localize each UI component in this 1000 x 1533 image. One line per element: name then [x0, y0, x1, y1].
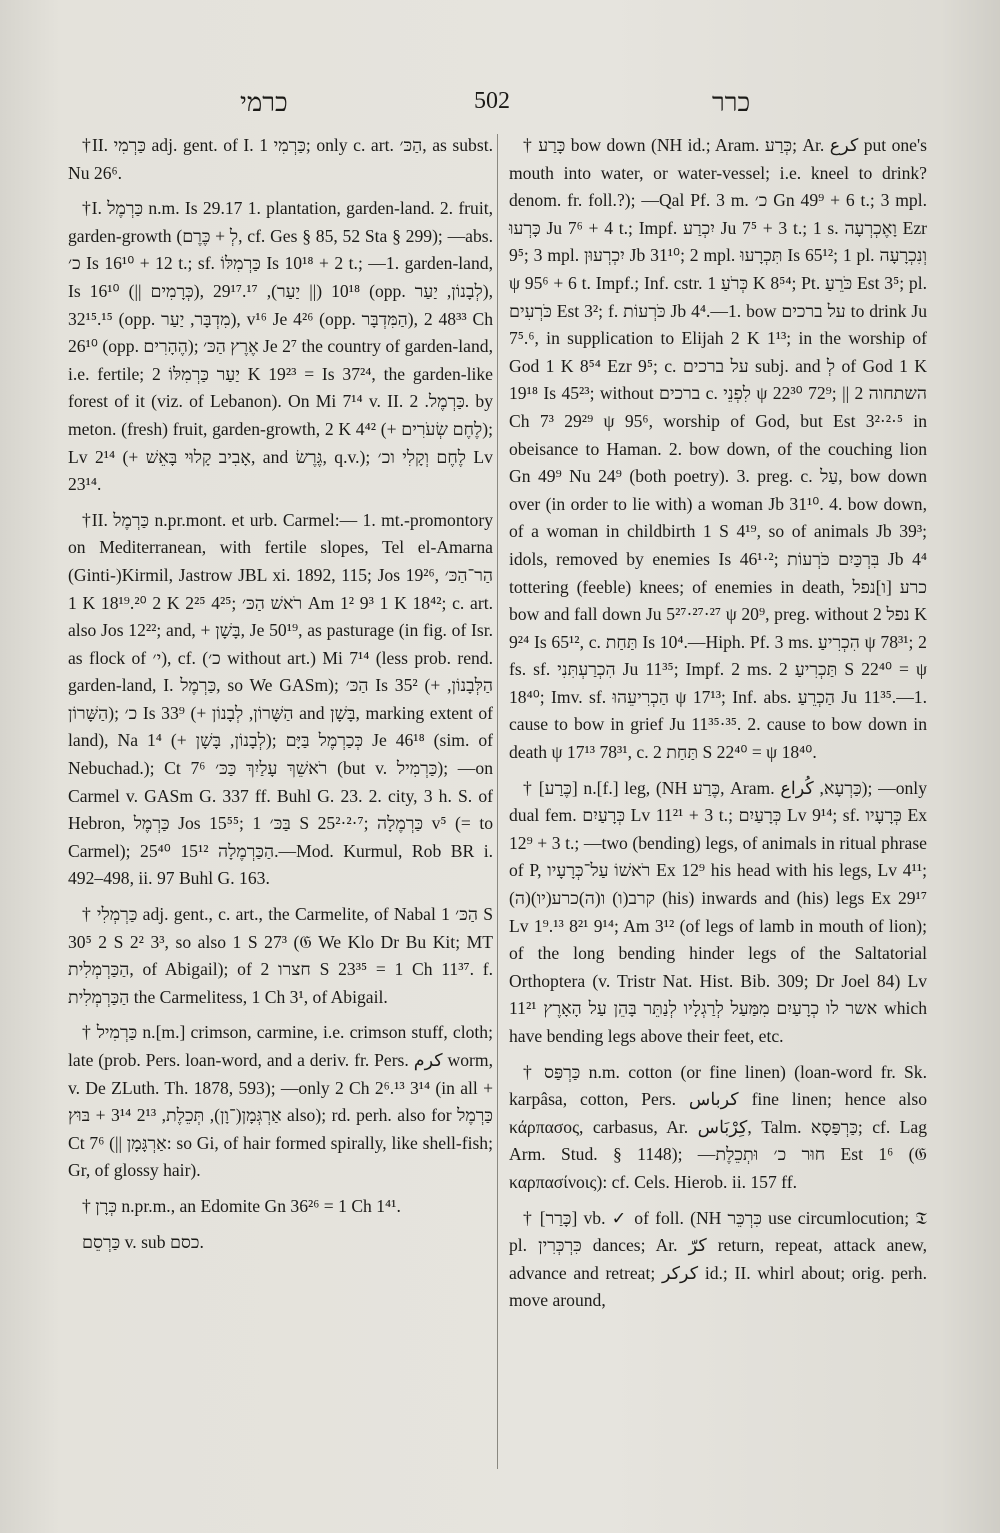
entry-text: †I. כַּרְמֶל n.m. Is 29.17 1. plantation, garden-land. 2. fruit, garden-growth (לְ + כֶּרֶם, cf. Ges § 85, 52 Sta § 299); —abs. כ׳ Is 16¹⁰ + 12 t.; sf. כַּרְמִלּוֹ Is 10¹⁸ + 2 t.; —1. garden-land, Is 16¹⁰ (|| כְּרָמִים), 10¹⁸ (|| יַעַר), 29¹⁷.¹⁷ (opp. לְבָנוֹן, יַעַר), 32¹⁵.¹⁵ (opp. מִדְבָּר, יַעַר), v¹⁶ Je 4²⁶ (opp. הַמִּדְבָּר), 48³³ 2 Ch 26¹⁰ (opp. הֶהָרִים); אֶרֶץ הַכּ׳ Je 2⁷ the country of garden-land, i.e. fertile; יַעַר כַּרְמִלּוֹ 2 K 19²³ = Is 37²⁴, the garden-like forest of it (viz. of Lebanon). On Mi 7¹⁴ v. II. כַּרְמֶל. 2. by meton. (fresh) fruit, garden-growth, 2 K 4⁴² (+ לֶחֶם שְׂעֹרִים); Lv 2¹⁴ (+ אָבִיב קָלוּי בָּאֵשׁ, and גֶּרֶשׂ, q.v.); לֶחֶם וְקָלִי וכ׳ Lv 23¹⁴. [68, 198, 494, 495]
entry-karar [509, 1205, 927, 1315]
entry-text: † כַּרְמְלִי adj. gent., c. art., the Carmelite, of Nabal הַכּ׳ 1 S 30⁵ 2 S 2² 3³, so also 1 S 27³ (𝔊 We Klo Dr Bu Kit; MT הַכַּרְמְלִית, of Abigail); of חצרו 2 S 23³⁵ = 1 Ch 11³⁷. f. הַכַּרְמְלִית the Carmelitess, 1 Ch 3¹, of Abigail. [68, 904, 493, 1007]
entry-karmi-gent [68, 132, 493, 187]
entry-kera-leg [509, 775, 927, 1051]
page-number: 502 [474, 88, 510, 114]
entry-text: † כְּרָן n.pr.m., an Edomite Gn 36²⁶ = 1 Ch 1⁴¹. [82, 1195, 401, 1216]
entry-text: †II. כַּרְמִי adj. gent. of I. כַּרְמִי 1; only c. art. הַכּ׳, as subst. Nu 26⁶. [68, 135, 493, 183]
column-divider [497, 134, 498, 1469]
right-column [509, 132, 927, 1323]
entry-text: † כָּרַע bow down (NH id.; Aram. כְּרַע; Ar. كرع put one's mouth into water, or water-vessel; i.e. kneel to drink? denom. fr. foll.?); —Qal Pf. 3 m. כ׳ Gn 49⁹ + 6 t.; 3 mpl. כָּרְעוּ Ju 7⁶ + 4 t.; Impf. יִכְרַע Ju 7⁵ + 3 t.; 1 s. וָאֶכְרְעָה Ezr 9⁵; 3 mpl. יִכְרְעוּן Jb 31¹⁰; 2 mpl. תִּכְרָעוּ Is 65¹²; 1 pl. וְנִכְרָעָה ψ 95⁶ + 6 t. Impf.; Inf. cstr. כְּרֹעַ 1 K 8⁵⁴; Pt. כֹּרֵעַ Est 3⁵; pl. כֹּרְעִים Est 3²; f. כֹּרְעוֹת Jb 4⁴.—1. bow על ברכים to drink Ju 7⁵.⁶, in supplication to Elijah 2 K 1¹³; in the worship of God 1 K 8⁵⁴ Ezr 9⁵; c. על ברכים subj. and לְ of God 1 K 19¹⁸ Is 45²³; without ברכים c. לִפְנֵי ψ 22³⁰ 72⁹; || השתחוה 2 Ch 7³ 29²⁹ ψ 95⁶, worship of God, but Est 3²·²·⁵ in obeisance to Haman. 2. bow down, of the couching lion Gn 49⁹ Nu 24⁹ (both poetry). 3. preg. c. עַל, bow down over (in order to lie with) a woman Jb 31¹⁰. 4. bow down, of a woman in childbirth 1 S 4¹⁹, so of animals Jb 39³; idols, removed by enemies Is 46¹·²; בִּרְכַּיִם כֹּרְעוֹת Jb 4⁴ tottering (feeble) knees; of enemies in death, כרע [ו]נפל bow and fall down Ju 5²⁷·²⁷·²⁷ ψ 20⁹, preg. without נפל 2 K 9²⁴ Is 65¹², c. תַּחַת Is 10⁴.—Hiph. Pf. 3 ms. הִכְרִיעַ ψ 78³¹; 2 fs. sf. הִכְרַעְתִּנִי Ju 11³⁵; Impf. 2 ms. תַּכְרִיעַ 2 S 22⁴⁰ = ψ 18⁴⁰; Imv. sf. הַכְרִיעֵהוּ ψ 17¹³; Inf. abs. הַכְרֵעַ Ju 11³⁵.—1. cause to bow in grief Ju 11³⁵·³⁵. 2. cause to bow down in death ψ 17¹³ 78³¹, c. תַּחַת 2 S 22⁴⁰ = ψ 18⁴⁰. [509, 135, 928, 763]
entry-karmel-mount [68, 507, 493, 893]
entry-text: † [כֶּרַע] n.[f.] leg, (NH כֶּרַע, Aram. כַּרְעָא, كُراع); —only dual fem. כְּרָעַיִם Lv 11²¹ + 3 t.; כְּרָעַיִם Lv 9¹⁴; sf. כְּרָעָיו Ex 12⁹ + 3 t.; —two (bending) legs, of animals in ritual phrase of P, רֹאשׁוֹ עַל־כְּרָעָיו Ex 12⁹ his head with his legs, Lv 4¹¹; (ה)קרב(ו) ו(ה)כרע(יו) (his) inwards and (his) legs Ex 29¹⁷ Lv 1⁹.¹³ 8²¹ 9¹⁴; Am 3¹² (of legs of lamb in mouth of lion); of the long bending hinder legs of the Saltatorial Orthoptera (v. Tristr Nat. Hist. Bib. 309; Dr Joel 84) Lv 11²¹ אשר לו כְרָעַיִם מִמַּעַל לְרַגְלָיו לְנַתֵּר בָּהֵן עַל הָאָרֶץ which have bending legs above their feet, etc. [509, 777, 928, 1046]
entry-karmel-garden [68, 195, 493, 499]
entry-karmeli [68, 901, 493, 1011]
entry-text: † כַּרְפַּס n.m. cotton (or fine linen) (loan-word fr. Sk. karpâsa, cotton, Pers. كرباس fine linen; hence also κάρπασος, carbasus, Ar. كِرْبَاس, Talm. כַּרְפַּסָא; cf. Lag Arm. Stud. § 1148); —חוּר כ׳ וּתְכֵלֶת Est 1⁶ (𝔊 καρπασίνοις): cf. Cels. Hierob. ii. 157 ff. [509, 1061, 927, 1192]
entry-karmil [68, 1019, 493, 1185]
entry-text: כַּרְסֵם v. sub כסם. [82, 1231, 204, 1252]
entry-keran [68, 1193, 493, 1221]
entry-text: † כַּרְמִיל n.[m.] crimson, carmine, i.e. crimson stuff, cloth; late (prob. Pers. loan-word, and a deriv. fr. Pers. كرم worm, v. De ZLuth. Th. 1878, 593); —only 2 Ch 2⁶.¹³ 3¹⁴ (in all + אַרְגְּמָן(־וָן), תְּכֵלֶת, 2¹³ 3¹⁴ + בּוּץ also); rd. perh. also for כַּרְמֶל Ct 7⁶ (|| אַרְגָּמָן: so Gi, of hair formed spirally, like shell-fish; Gr, of glossy hair). [68, 1022, 493, 1181]
entry-kara-vb [509, 132, 927, 767]
left-column [68, 132, 493, 1264]
running-head-left: כרמי [240, 88, 288, 118]
running-head-right: כרר [712, 88, 751, 118]
entry-text: †II. כַּרְמֶל n.pr.mont. et urb. Carmel:— 1. mt.-promontory on Mediterranean, with fertile slopes, Tel el-Amarna (Ginti-)Kirmil, Jastrow JBL xi. 1892, 115; Jos 19²⁶, הַר־הַכּ׳ 1 K 18¹⁹.²⁰ 2 K 2²⁵ 4²⁵; רֹאשׁ הַכּ׳ Am 1² 9³ 1 K 18⁴²; c. art. also Jos 12²²; and, + בָּשָׁן, Je 50¹⁹, as pasturage (in fig. of Isr. as flock of י׳), cf. (כ׳ without art.) Mi 7¹⁴ (less prob. rend. garden-land, I. כַּרְמֶל, so We GASm); הַכּ׳ Is 35² (+ הַלְּבָנוֹן, הַשָּׁרוֹן); כ׳ Is 33⁹ (+ הַשָּׁרוֹן, לְבָנוֹן and בָּשָׁן, marking extent of land), Na 1⁴ (+ לְבָנוֹן, בָּשָׁן); כְּכַרְמֶל בַּיָּם Je 46¹⁸ (sim. of Nebuchad.); Ct 7⁶ רֹאשֵׁךְ עָלַיִךְ כַּכּ׳ (but v. כַּרְמִיל); —on Carmel v. GASm G. 337 ff. Buhl G. 23. 2. city, 3 h. S. of Hebron, כַּרְמֶל Jos 15⁵⁵; בַּכּ׳ 1 S 25²·²·⁷; כַּרְמֶלָה v⁵ (= to Carmel); הַכַּרְמֶלָה 15¹² 25⁴⁰.—Mod. Kurmul, Rob BR i. 492–498, ii. 97 Buhl G. 163. [68, 509, 494, 889]
entry-karpas [509, 1059, 927, 1197]
entry-text: † [כָּרַר] vb. ✓ of foll. (NH כִּרְכֵּר use circumlocution; 𝔗 pl. כִּרְכְּרִין dances; Ar. كرّ return, repeat, attack anew, advance and retreat; كركر id.; II. whirl about; orig. perh. move around, [509, 1207, 927, 1311]
entry-karsem [68, 1229, 493, 1257]
